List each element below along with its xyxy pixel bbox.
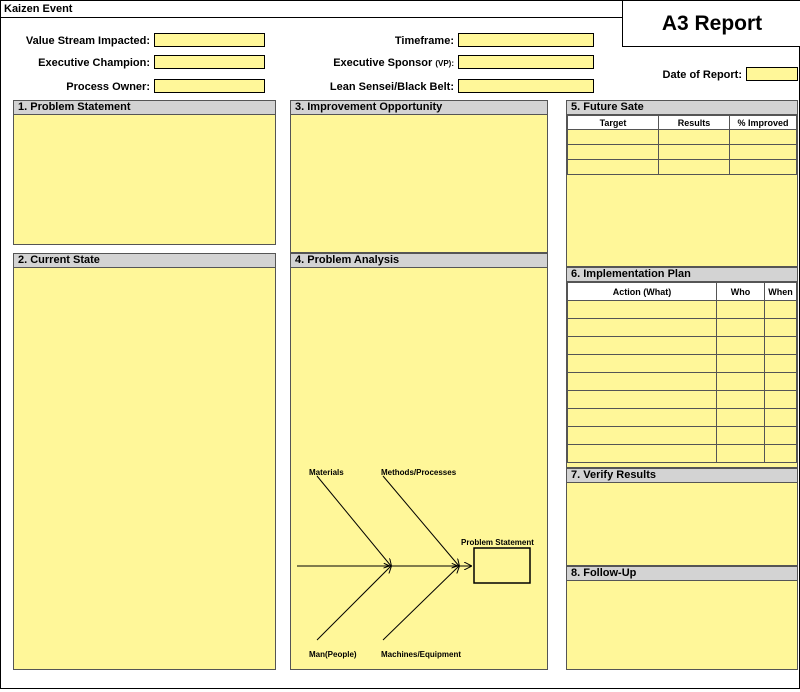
implementation-cell[interactable] (765, 301, 797, 319)
improvement-opportunity-section[interactable] (290, 100, 548, 253)
implementation-cell[interactable] (568, 355, 717, 373)
problem-analysis-section[interactable] (290, 253, 548, 670)
value-stream-field[interactable] (154, 33, 265, 47)
methods-label: Methods/Processes (381, 468, 457, 477)
implementation-cell[interactable] (717, 445, 765, 463)
implementation-plan-table (567, 282, 797, 463)
implementation-row (568, 445, 797, 463)
executive-sponsor-vp: (VP): (435, 59, 454, 68)
follow-up-heading: 8. Follow-Up (567, 567, 797, 581)
event-title-bar (1, 1, 623, 18)
implementation-cell[interactable] (765, 445, 797, 463)
implementation-cell[interactable] (765, 427, 797, 445)
future-state-header-row (568, 116, 797, 130)
future-state-cell[interactable] (659, 160, 730, 175)
implementation-row (568, 355, 797, 373)
when-header: When (765, 283, 797, 301)
implementation-row (568, 409, 797, 427)
implementation-cell[interactable] (717, 337, 765, 355)
implementation-cell[interactable] (717, 319, 765, 337)
future-state-section[interactable] (566, 100, 798, 267)
improved-header: % Improved (730, 116, 797, 130)
future-state-cell[interactable] (568, 145, 659, 160)
man-label: Man(People) (309, 650, 357, 659)
implementation-row (568, 337, 797, 355)
implementation-row (568, 427, 797, 445)
problem-statement-heading: 1. Problem Statement (14, 101, 275, 115)
future-state-cell[interactable] (730, 145, 797, 160)
process-owner-field[interactable] (154, 79, 265, 93)
implementation-cell[interactable] (717, 355, 765, 373)
executive-champion-field[interactable] (154, 55, 265, 69)
future-state-cell[interactable] (659, 145, 730, 160)
machines-bone (383, 566, 459, 640)
implementation-cell[interactable] (765, 355, 797, 373)
implementation-cell[interactable] (717, 301, 765, 319)
implementation-cell[interactable] (765, 337, 797, 355)
report-title: A3 Report (661, 12, 763, 35)
executive-sponsor-field[interactable] (458, 55, 594, 69)
implementation-cell[interactable] (568, 319, 717, 337)
implementation-cell[interactable] (568, 391, 717, 409)
future-state-heading: 5. Future Sate (567, 101, 797, 115)
fishbone-diagram (291, 254, 549, 671)
implementation-cell[interactable] (717, 391, 765, 409)
implementation-row (568, 301, 797, 319)
results-header: Results (659, 116, 730, 130)
implementation-row (568, 391, 797, 409)
report-title-box (622, 1, 800, 47)
future-state-row (568, 130, 797, 145)
who-header: Who (717, 283, 765, 301)
problem-statement-label: Problem Statement (461, 538, 534, 547)
implementation-cell[interactable] (568, 445, 717, 463)
future-state-cell[interactable] (659, 130, 730, 145)
implementation-cell[interactable] (765, 409, 797, 427)
lean-sensei-label: Lean Sensei/Black Belt: (329, 81, 454, 93)
lean-sensei-field[interactable] (458, 79, 594, 93)
methods-bone (383, 476, 459, 566)
implementation-cell[interactable] (765, 319, 797, 337)
value-stream-label: Value Stream Impacted: (25, 35, 150, 47)
man-bone (317, 566, 391, 640)
target-header: Target (568, 116, 659, 130)
implementation-row (568, 373, 797, 391)
executive-sponsor-label (333, 57, 454, 69)
problem-analysis-heading: 4. Problem Analysis (291, 254, 547, 268)
implementation-plan-heading: 6. Implementation Plan (567, 268, 797, 282)
future-state-cell[interactable] (568, 130, 659, 145)
executive-sponsor-text: Executive Sponsor (333, 57, 433, 69)
materials-label: Materials (309, 468, 344, 477)
future-state-cell[interactable] (730, 130, 797, 145)
problem-statement-box (474, 548, 530, 583)
current-state-heading: 2. Current State (14, 254, 275, 268)
date-of-report-label: Date of Report: (662, 69, 742, 81)
future-state-cell[interactable] (568, 160, 659, 175)
implementation-cell[interactable] (568, 337, 717, 355)
follow-up-section[interactable] (566, 566, 798, 670)
implementation-cell[interactable] (717, 427, 765, 445)
implementation-cell[interactable] (717, 373, 765, 391)
future-state-table (567, 115, 797, 175)
implementation-cell[interactable] (765, 391, 797, 409)
materials-bone (317, 476, 391, 566)
verify-results-section[interactable] (566, 468, 798, 566)
implementation-cell[interactable] (568, 409, 717, 427)
implementation-cell[interactable] (568, 427, 717, 445)
problem-statement-section[interactable] (13, 100, 276, 245)
implementation-row (568, 319, 797, 337)
implementation-cell[interactable] (568, 301, 717, 319)
event-title: Kaizen Event (4, 3, 73, 15)
future-state-row (568, 160, 797, 175)
timeframe-label: Timeframe: (394, 35, 454, 47)
verify-results-heading: 7. Verify Results (567, 469, 797, 483)
action-header: Action (What) (568, 283, 717, 301)
machines-label: Machines/Equipment (381, 650, 462, 659)
timeframe-field[interactable] (458, 33, 594, 47)
implementation-cell[interactable] (568, 373, 717, 391)
process-owner-label: Process Owner: (66, 81, 150, 93)
implementation-header-row (568, 283, 797, 301)
implementation-cell[interactable] (717, 409, 765, 427)
implementation-plan-section[interactable] (566, 267, 798, 468)
implementation-cell[interactable] (765, 373, 797, 391)
date-of-report-field[interactable] (746, 67, 798, 81)
current-state-section[interactable] (13, 253, 276, 670)
future-state-row (568, 145, 797, 160)
improvement-opportunity-heading: 3. Improvement Opportunity (291, 101, 547, 115)
future-state-cell[interactable] (730, 160, 797, 175)
executive-champion-label: Executive Champion: (38, 57, 150, 69)
